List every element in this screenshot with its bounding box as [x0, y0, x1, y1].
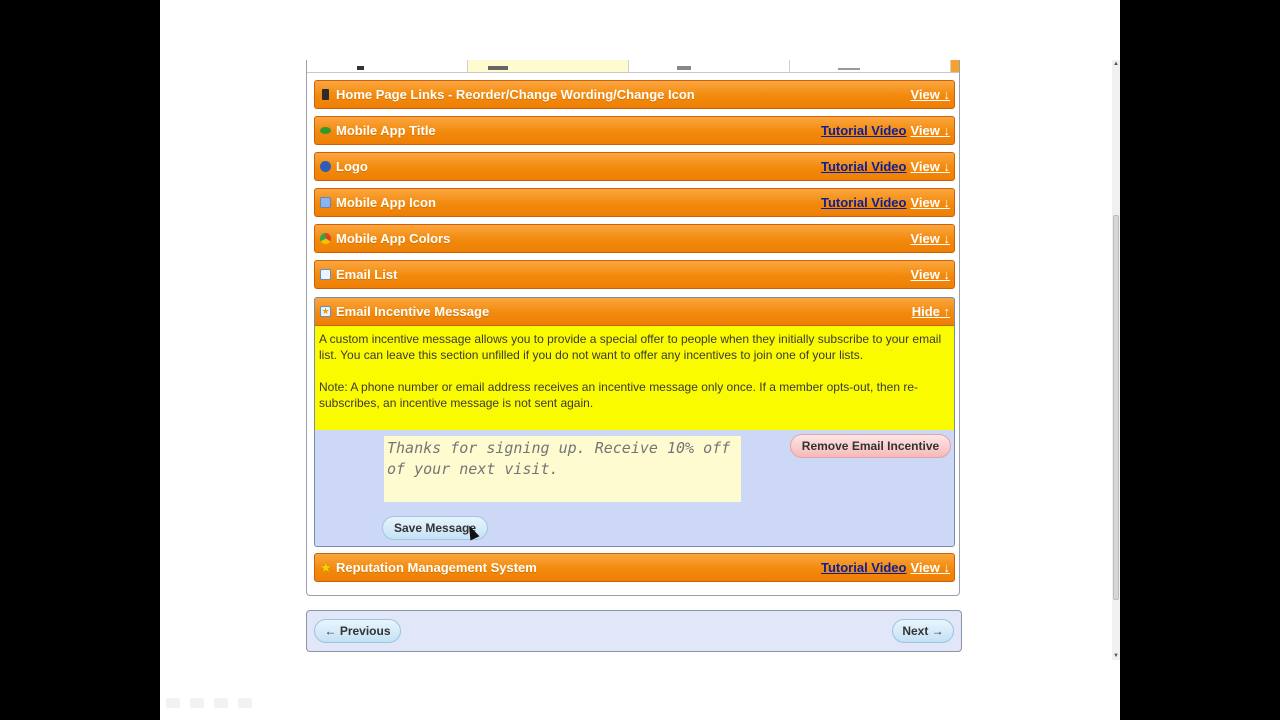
tutorial-video-link[interactable]: Tutorial Video	[821, 195, 907, 210]
scroll-up-arrow-icon[interactable]: ▲	[1113, 61, 1119, 67]
green-oval-icon	[320, 127, 331, 134]
section-title: Reputation Management System	[336, 560, 537, 575]
wizard-navigation	[306, 610, 962, 652]
section-email-incentive-message	[314, 297, 955, 547]
tutorial-video-link[interactable]: Tutorial Video	[821, 560, 907, 575]
save-message-button[interactable]: Save Message	[382, 516, 488, 540]
view-link[interactable]: View ↓	[910, 560, 950, 575]
toolbar-icon[interactable]	[238, 698, 252, 708]
section-title: Email Incentive Message	[336, 304, 490, 319]
star-email-icon: ★	[321, 306, 330, 316]
previous-button[interactable]: ← Previous	[314, 619, 401, 643]
section-logo[interactable]	[314, 152, 955, 181]
email-icon	[320, 269, 331, 280]
view-link[interactable]: View ↓	[910, 159, 950, 174]
mobile-app-settings-card	[306, 60, 960, 596]
section-mobile-app-colors[interactable]	[314, 224, 955, 253]
incentive-header[interactable]	[314, 297, 955, 326]
tab-1[interactable]	[307, 60, 468, 72]
view-link[interactable]: View ↓	[910, 231, 950, 246]
hide-link[interactable]: Hide ↑	[911, 304, 950, 319]
scrollbar-thumb[interactable]	[1113, 215, 1119, 600]
section-email-list[interactable]	[314, 260, 955, 289]
tab-strip	[307, 60, 959, 73]
blue-circle-icon	[320, 161, 331, 172]
tutorial-video-link[interactable]: Tutorial Video	[821, 159, 907, 174]
tab-2[interactable]	[468, 60, 629, 72]
section-reputation-management[interactable]	[314, 553, 955, 582]
view-link[interactable]: View ↓	[910, 87, 950, 102]
section-mobile-app-title[interactable]	[314, 116, 955, 145]
app-square-icon	[320, 197, 331, 208]
page-scrollbar[interactable]	[1112, 60, 1120, 660]
description-text: A custom incentive message allows you to provide a special offer to people when they initially subscribe to your email list. You can leave this section unfilled if you do not want to offer any incentives to join one of your lists.	[319, 332, 942, 362]
phone-icon	[322, 89, 329, 100]
section-title: Mobile App Icon	[336, 195, 436, 210]
section-title: Email List	[336, 267, 398, 282]
tab-3[interactable]	[629, 60, 790, 72]
remove-email-incentive-button[interactable]: Remove Email Incentive	[790, 434, 951, 458]
section-title: Mobile App Colors	[336, 231, 451, 246]
section-home-page-links[interactable]	[314, 80, 955, 109]
note-text: Note: A phone number or email address receives an incentive message only once. If a member opts-out, then re-subscribes, an incentive message is not sent again.	[319, 380, 918, 410]
scroll-down-arrow-icon[interactable]: ▼	[1113, 653, 1119, 659]
toolbar-icon[interactable]	[166, 698, 180, 708]
view-link[interactable]: View ↓	[910, 267, 950, 282]
faint-toolbar	[166, 698, 252, 708]
toolbar-icon[interactable]	[190, 698, 204, 708]
tab-4[interactable]	[790, 60, 951, 72]
star-icon: ★	[320, 560, 332, 575]
page	[160, 0, 1120, 720]
color-wheel-icon	[320, 233, 331, 244]
view-link[interactable]: View ↓	[910, 195, 950, 210]
tab-strip-end	[951, 60, 959, 72]
section-title: Mobile App Title	[336, 123, 436, 138]
toolbar-icon[interactable]	[214, 698, 228, 708]
tutorial-video-link[interactable]: Tutorial Video	[821, 123, 907, 138]
section-title: Home Page Links - Reorder/Change Wording/Change Icon	[336, 87, 695, 102]
incentive-description	[315, 326, 954, 430]
view-link[interactable]: View ↓	[910, 123, 950, 138]
incentive-message-input[interactable]	[384, 436, 741, 502]
next-button[interactable]: Next →	[892, 619, 954, 643]
section-title: Logo	[336, 159, 368, 174]
section-mobile-app-icon[interactable]	[314, 188, 955, 217]
